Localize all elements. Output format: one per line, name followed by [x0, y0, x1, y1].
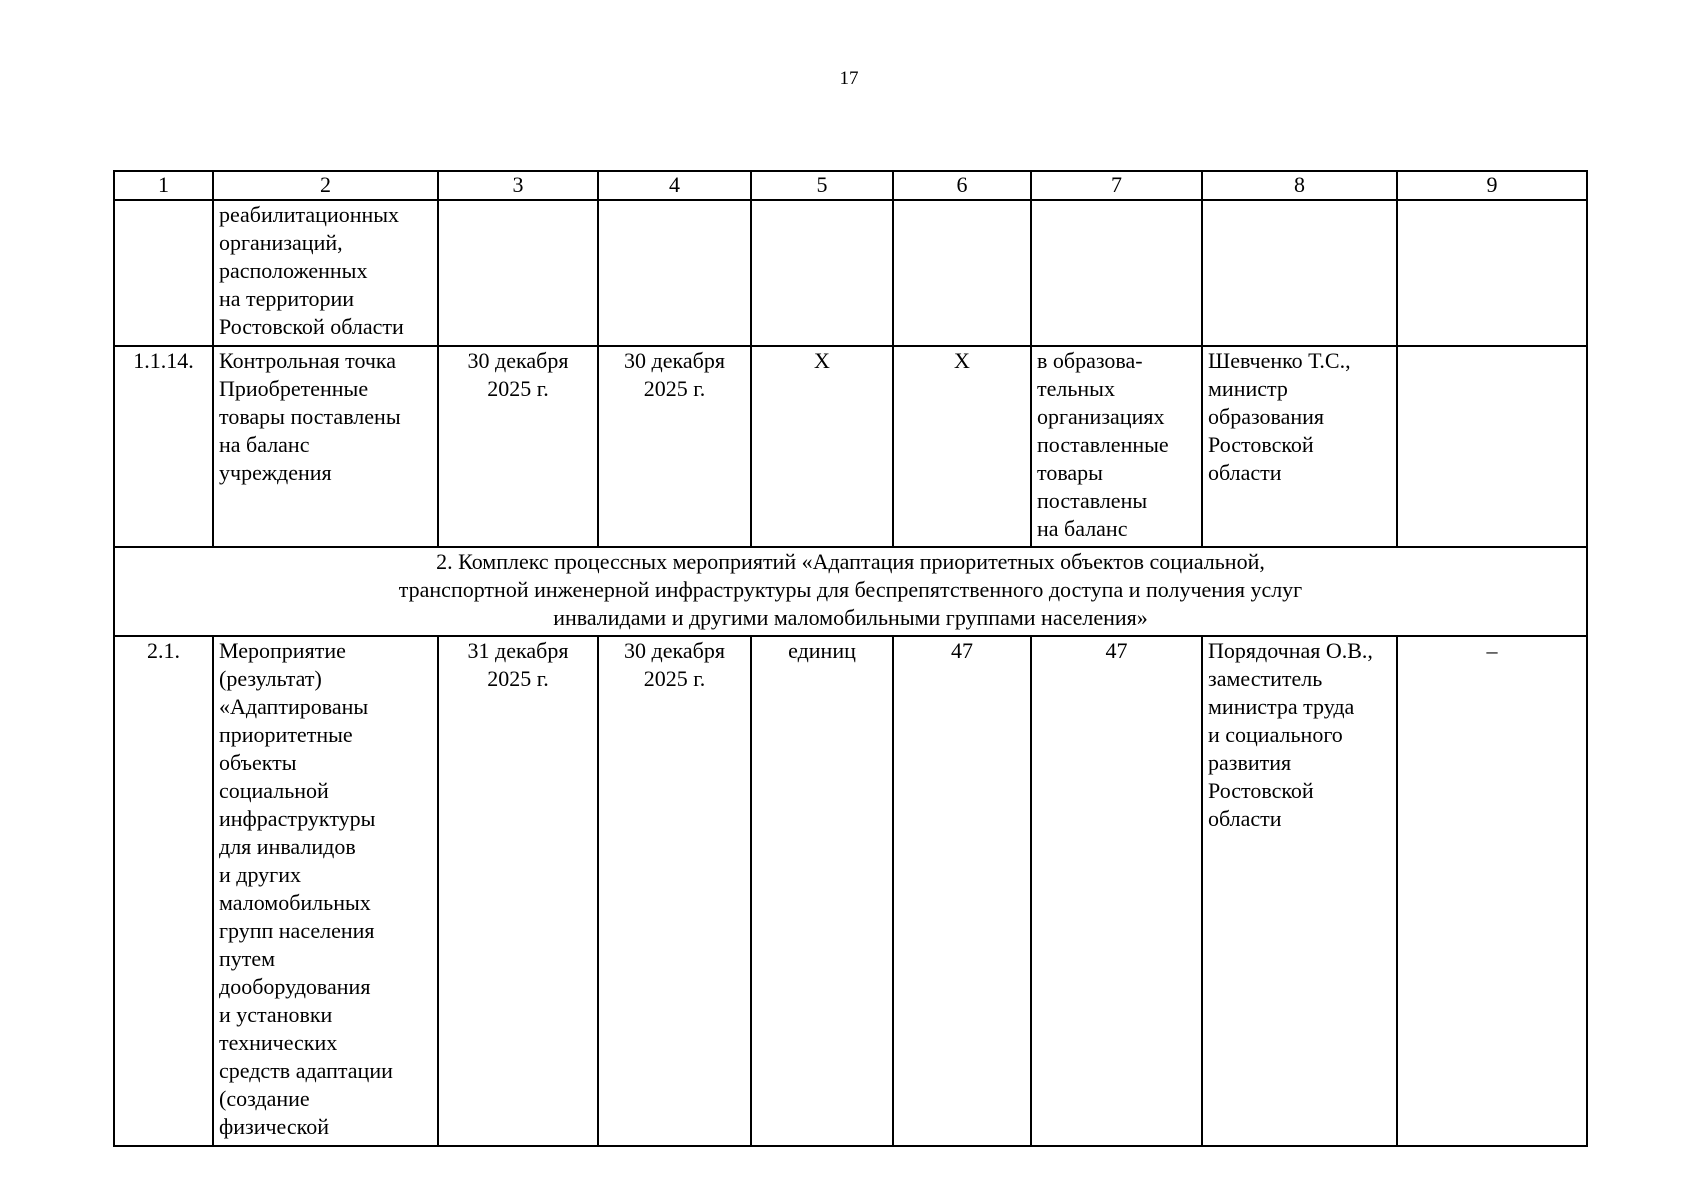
col-number-4: 4 — [598, 171, 751, 200]
text-line: (создание — [219, 1086, 310, 1111]
text-line: в образова- — [1037, 348, 1143, 373]
cell-empty — [1397, 200, 1587, 346]
text-line: инвалидами и другими маломобильными группами населения» — [553, 605, 1148, 630]
text-line: 2025 г. — [643, 666, 706, 691]
cell-end-date — [598, 636, 751, 1146]
cell-activity-name — [213, 346, 438, 547]
text-line: министр — [1208, 376, 1288, 401]
text-line: Ростовской — [1208, 778, 1314, 803]
text-line: организаций, — [219, 230, 343, 255]
cell-empty — [438, 200, 598, 346]
text-line: Приобретенные — [219, 376, 369, 401]
text-line: реабилитационных — [219, 202, 400, 227]
cell-result — [1031, 346, 1202, 547]
table-row-continuation — [114, 200, 1587, 346]
text-line: учреждения — [219, 460, 332, 485]
cell-value-6: 47 — [893, 636, 1031, 1146]
col-number-8: 8 — [1202, 171, 1397, 200]
cell-activity-name — [213, 636, 438, 1146]
section-heading — [114, 547, 1587, 636]
cell-end-date — [598, 346, 751, 547]
table-row-1-1-14 — [114, 346, 1587, 547]
text-line: министра труда — [1208, 694, 1355, 719]
text-line: (результат) — [219, 666, 322, 691]
text-line: 30 декабря — [624, 348, 725, 373]
text-line: развития — [1208, 750, 1292, 775]
text-line: 2025 г. — [487, 666, 549, 691]
cell-note — [1397, 346, 1587, 547]
text-line: Контрольная точка — [219, 348, 397, 373]
cell-unit: X — [751, 346, 893, 547]
text-line: Мероприятие — [219, 638, 346, 663]
text-line: для инвалидов — [219, 834, 356, 859]
text-line: 2. Комплекс процессных мероприятий «Адаптация приоритетных объектов социальной, — [436, 549, 1265, 574]
cell-responsible — [1202, 346, 1397, 547]
col-number-5: 5 — [751, 171, 893, 200]
text-line: и установки — [219, 1002, 333, 1027]
text-line: расположенных — [219, 258, 368, 283]
text-line: приоритетные — [219, 722, 353, 747]
text-line: Порядочная О.В., — [1208, 638, 1373, 663]
table-row-2-1 — [114, 636, 1587, 1146]
text-line: товары — [1037, 460, 1103, 485]
cell-empty — [1202, 200, 1397, 346]
cell-note: – — [1397, 636, 1587, 1146]
text-line: 30 декабря — [624, 638, 725, 663]
cell-empty — [893, 200, 1031, 346]
text-line: поставлены — [1037, 488, 1148, 513]
plan-table — [113, 170, 1588, 1147]
page-number: 17 — [839, 68, 859, 89]
text-line: заместитель — [1208, 666, 1323, 691]
col-number-2: 2 — [213, 171, 438, 200]
col-number-9: 9 — [1397, 171, 1587, 200]
column-number-row — [114, 171, 1587, 200]
text-line: средств адаптации — [219, 1058, 393, 1083]
cell-value: X — [893, 346, 1031, 547]
text-line: маломобильных — [219, 890, 371, 915]
text-line: физической — [219, 1114, 329, 1139]
text-line: «Адаптированы — [219, 694, 369, 719]
col-number-1: 1 — [114, 171, 213, 200]
text-line: товары поставлены — [219, 404, 401, 429]
cell-start-date — [438, 346, 598, 547]
text-line: на территории — [219, 286, 355, 311]
cell-name-continuation — [213, 200, 438, 346]
cell-empty — [114, 200, 213, 346]
text-line: технических — [219, 1030, 338, 1055]
text-line: транспортной инженерной инфраструктуры для беспрепятственного доступа и получения услуг — [398, 577, 1303, 602]
col-number-6: 6 — [893, 171, 1031, 200]
cell-empty — [1031, 200, 1202, 346]
text-line: образования — [1208, 404, 1325, 429]
text-line: на баланс — [1037, 516, 1128, 541]
text-line: Шевченко Т.С., — [1208, 348, 1351, 373]
text-line: Ростовской области — [219, 314, 404, 339]
text-line: тельных — [1037, 376, 1115, 401]
text-line: организациях — [1037, 404, 1165, 429]
text-line: 30 декабря — [467, 348, 569, 373]
text-line: области — [1208, 460, 1282, 485]
cell-row-number: 2.1. — [114, 636, 213, 1146]
col-number-3: 3 — [438, 171, 598, 200]
text-line: поставленные — [1037, 432, 1169, 457]
cell-empty — [598, 200, 751, 346]
text-line: области — [1208, 806, 1282, 831]
col-number-7: 7 — [1031, 171, 1202, 200]
cell-responsible — [1202, 636, 1397, 1146]
text-line: 2025 г. — [487, 376, 549, 401]
section-heading-row — [114, 547, 1587, 636]
text-line: и других — [219, 862, 301, 887]
cell-empty — [751, 200, 893, 346]
text-line: и социального — [1208, 722, 1343, 747]
cell-unit: единиц — [751, 636, 893, 1146]
text-line: объекты — [219, 750, 297, 775]
text-line: путем — [219, 946, 276, 971]
cell-start-date — [438, 636, 598, 1146]
text-line: 2025 г. — [643, 376, 706, 401]
text-line: на баланс — [219, 432, 310, 457]
text-line: групп населения — [219, 918, 375, 943]
text-line: инфраструктуры — [219, 806, 376, 831]
cell-row-number: 1.1.14. — [114, 346, 213, 547]
cell-value-7: 47 — [1031, 636, 1202, 1146]
text-line: социальной — [219, 778, 329, 803]
text-line: 31 декабря — [467, 638, 569, 663]
text-line: дооборудования — [219, 974, 371, 999]
text-line: Ростовской — [1208, 432, 1314, 457]
